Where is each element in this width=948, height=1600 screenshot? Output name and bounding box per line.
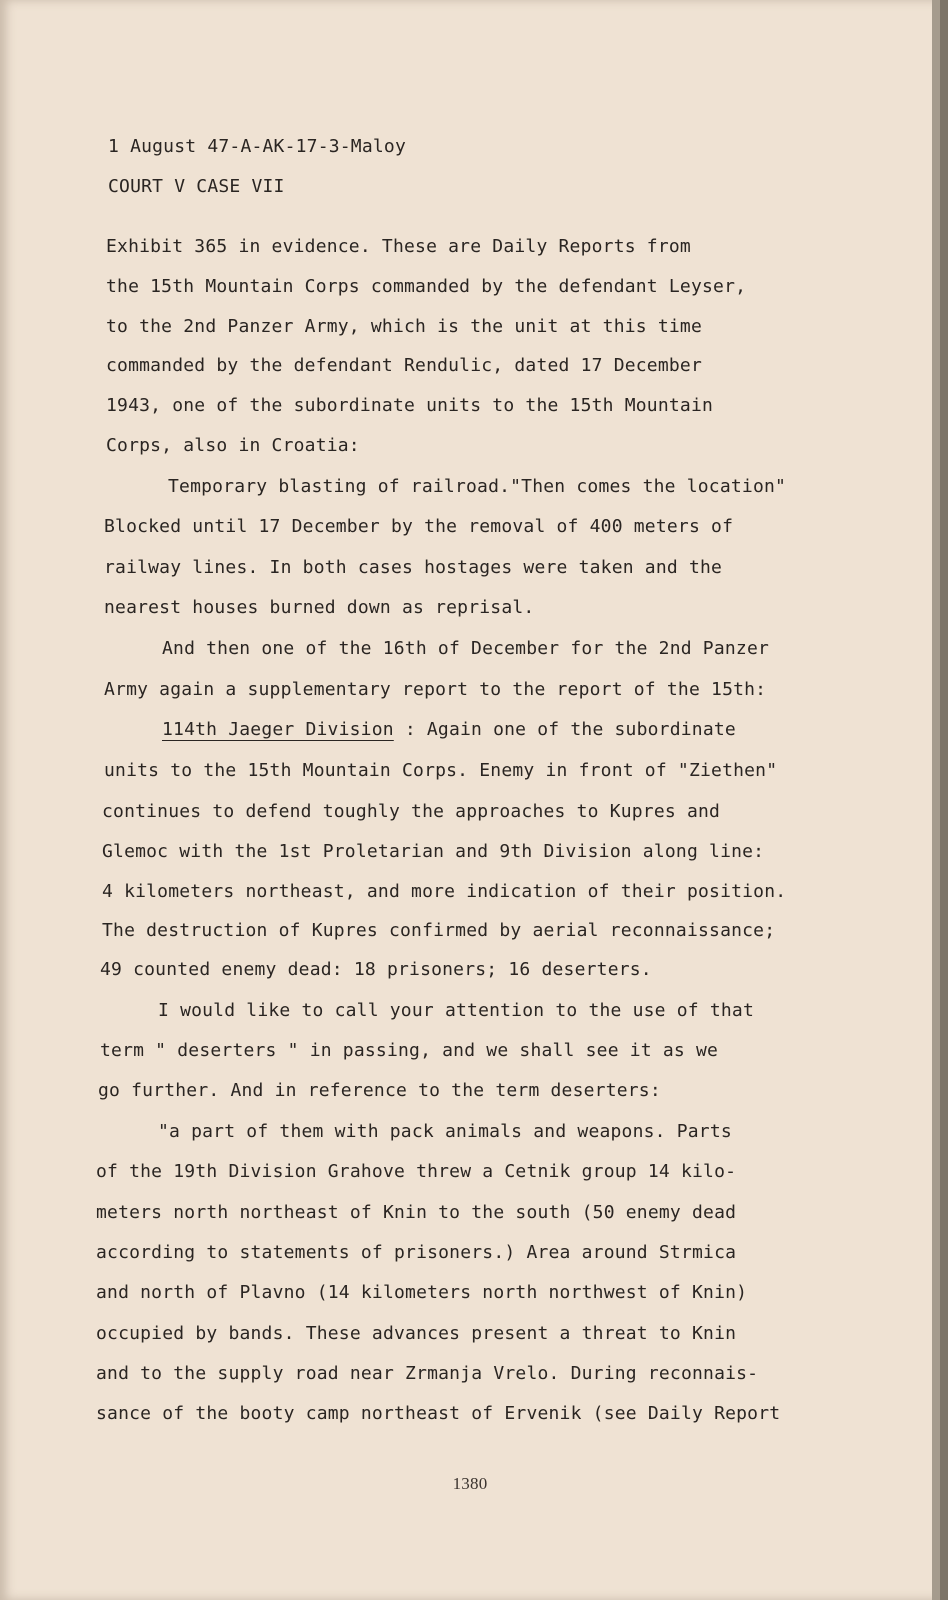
body-line: Exhibit 365 in evidence. These are Daily Reports from [106, 236, 691, 257]
body-line: meters north northeast of Knin to the south (50 enemy dead [96, 1202, 737, 1223]
body-line: continues to defend toughly the approaches to Kupres and [102, 801, 721, 822]
division-name: 114th Jaeger Division [162, 719, 394, 740]
header-reference: 1 August 47-A-AK-17-3-Maloy [108, 136, 406, 157]
body-line: railway lines. In both cases hostages were taken and the [104, 557, 723, 578]
body-line: and north of Plavno (14 kilometers north northwest of Knin) [96, 1282, 748, 1303]
body-line: and to the supply road near Zrmanja Vrelo. During reconnais- [96, 1363, 759, 1384]
body-line: I would like to call your attention to the use of that [158, 1000, 754, 1021]
body-line: The destruction of Kupres confirmed by aerial reconnaissance; [102, 920, 776, 941]
body-line: according to statements of prisoners.) Area around Strmica [96, 1242, 737, 1263]
header-court-case: COURT V CASE VII [108, 176, 285, 197]
body-line: the 15th Mountain Corps commanded by the defendant Leyser, [106, 276, 747, 297]
body-line: Glemoc with the 1st Proletarian and 9th Division along line: [102, 841, 765, 862]
body-line: occupied by bands. These advances present a threat to Knin [96, 1323, 737, 1344]
body-line: 1943, one of the subordinate units to the 15th Mountain [106, 395, 714, 416]
page-edge-shadow [932, 0, 940, 1600]
body-line: of the 19th Division Grahove threw a Cetnik group 14 kilo- [96, 1161, 737, 1182]
body-line: go further. And in reference to the term deserters: [98, 1080, 661, 1101]
body-line: 4 kilometers northeast, and more indication of their position. [102, 881, 787, 902]
division-text: : Again one of the subordinate [393, 719, 736, 740]
body-line: Temporary blasting of railroad."Then comes the location" [168, 476, 787, 497]
body-line: And then one of the 16th of December for the 2nd Panzer [162, 638, 770, 659]
body-line: nearest houses burned down as reprisal. [104, 597, 535, 618]
body-line: Army again a supplementary report to the report of the 15th: [104, 679, 767, 700]
body-line-division [162, 719, 736, 741]
body-line: to the 2nd Panzer Army, which is the unit at this time [106, 316, 702, 337]
body-line: 49 counted enemy dead: 18 prisoners; 16 deserters. [100, 959, 652, 980]
body-line: "a part of them with pack animals and weapons. Parts [158, 1121, 732, 1142]
body-line: units to the 15th Mountain Corps. Enemy in front of "Ziethen" [104, 760, 778, 781]
page-number: 1380 [452, 1474, 488, 1493]
body-line: commanded by the defendant Rendulic, dated 17 December [106, 355, 702, 376]
body-line: Corps, also in Croatia: [106, 435, 360, 456]
body-line: Blocked until 17 December by the removal of 400 meters of [104, 516, 734, 537]
body-line: sance of the booty camp northeast of Ervenik (see Daily Report [96, 1403, 781, 1424]
body-line: term " deserters " in passing, and we shall see it as we [100, 1040, 719, 1061]
